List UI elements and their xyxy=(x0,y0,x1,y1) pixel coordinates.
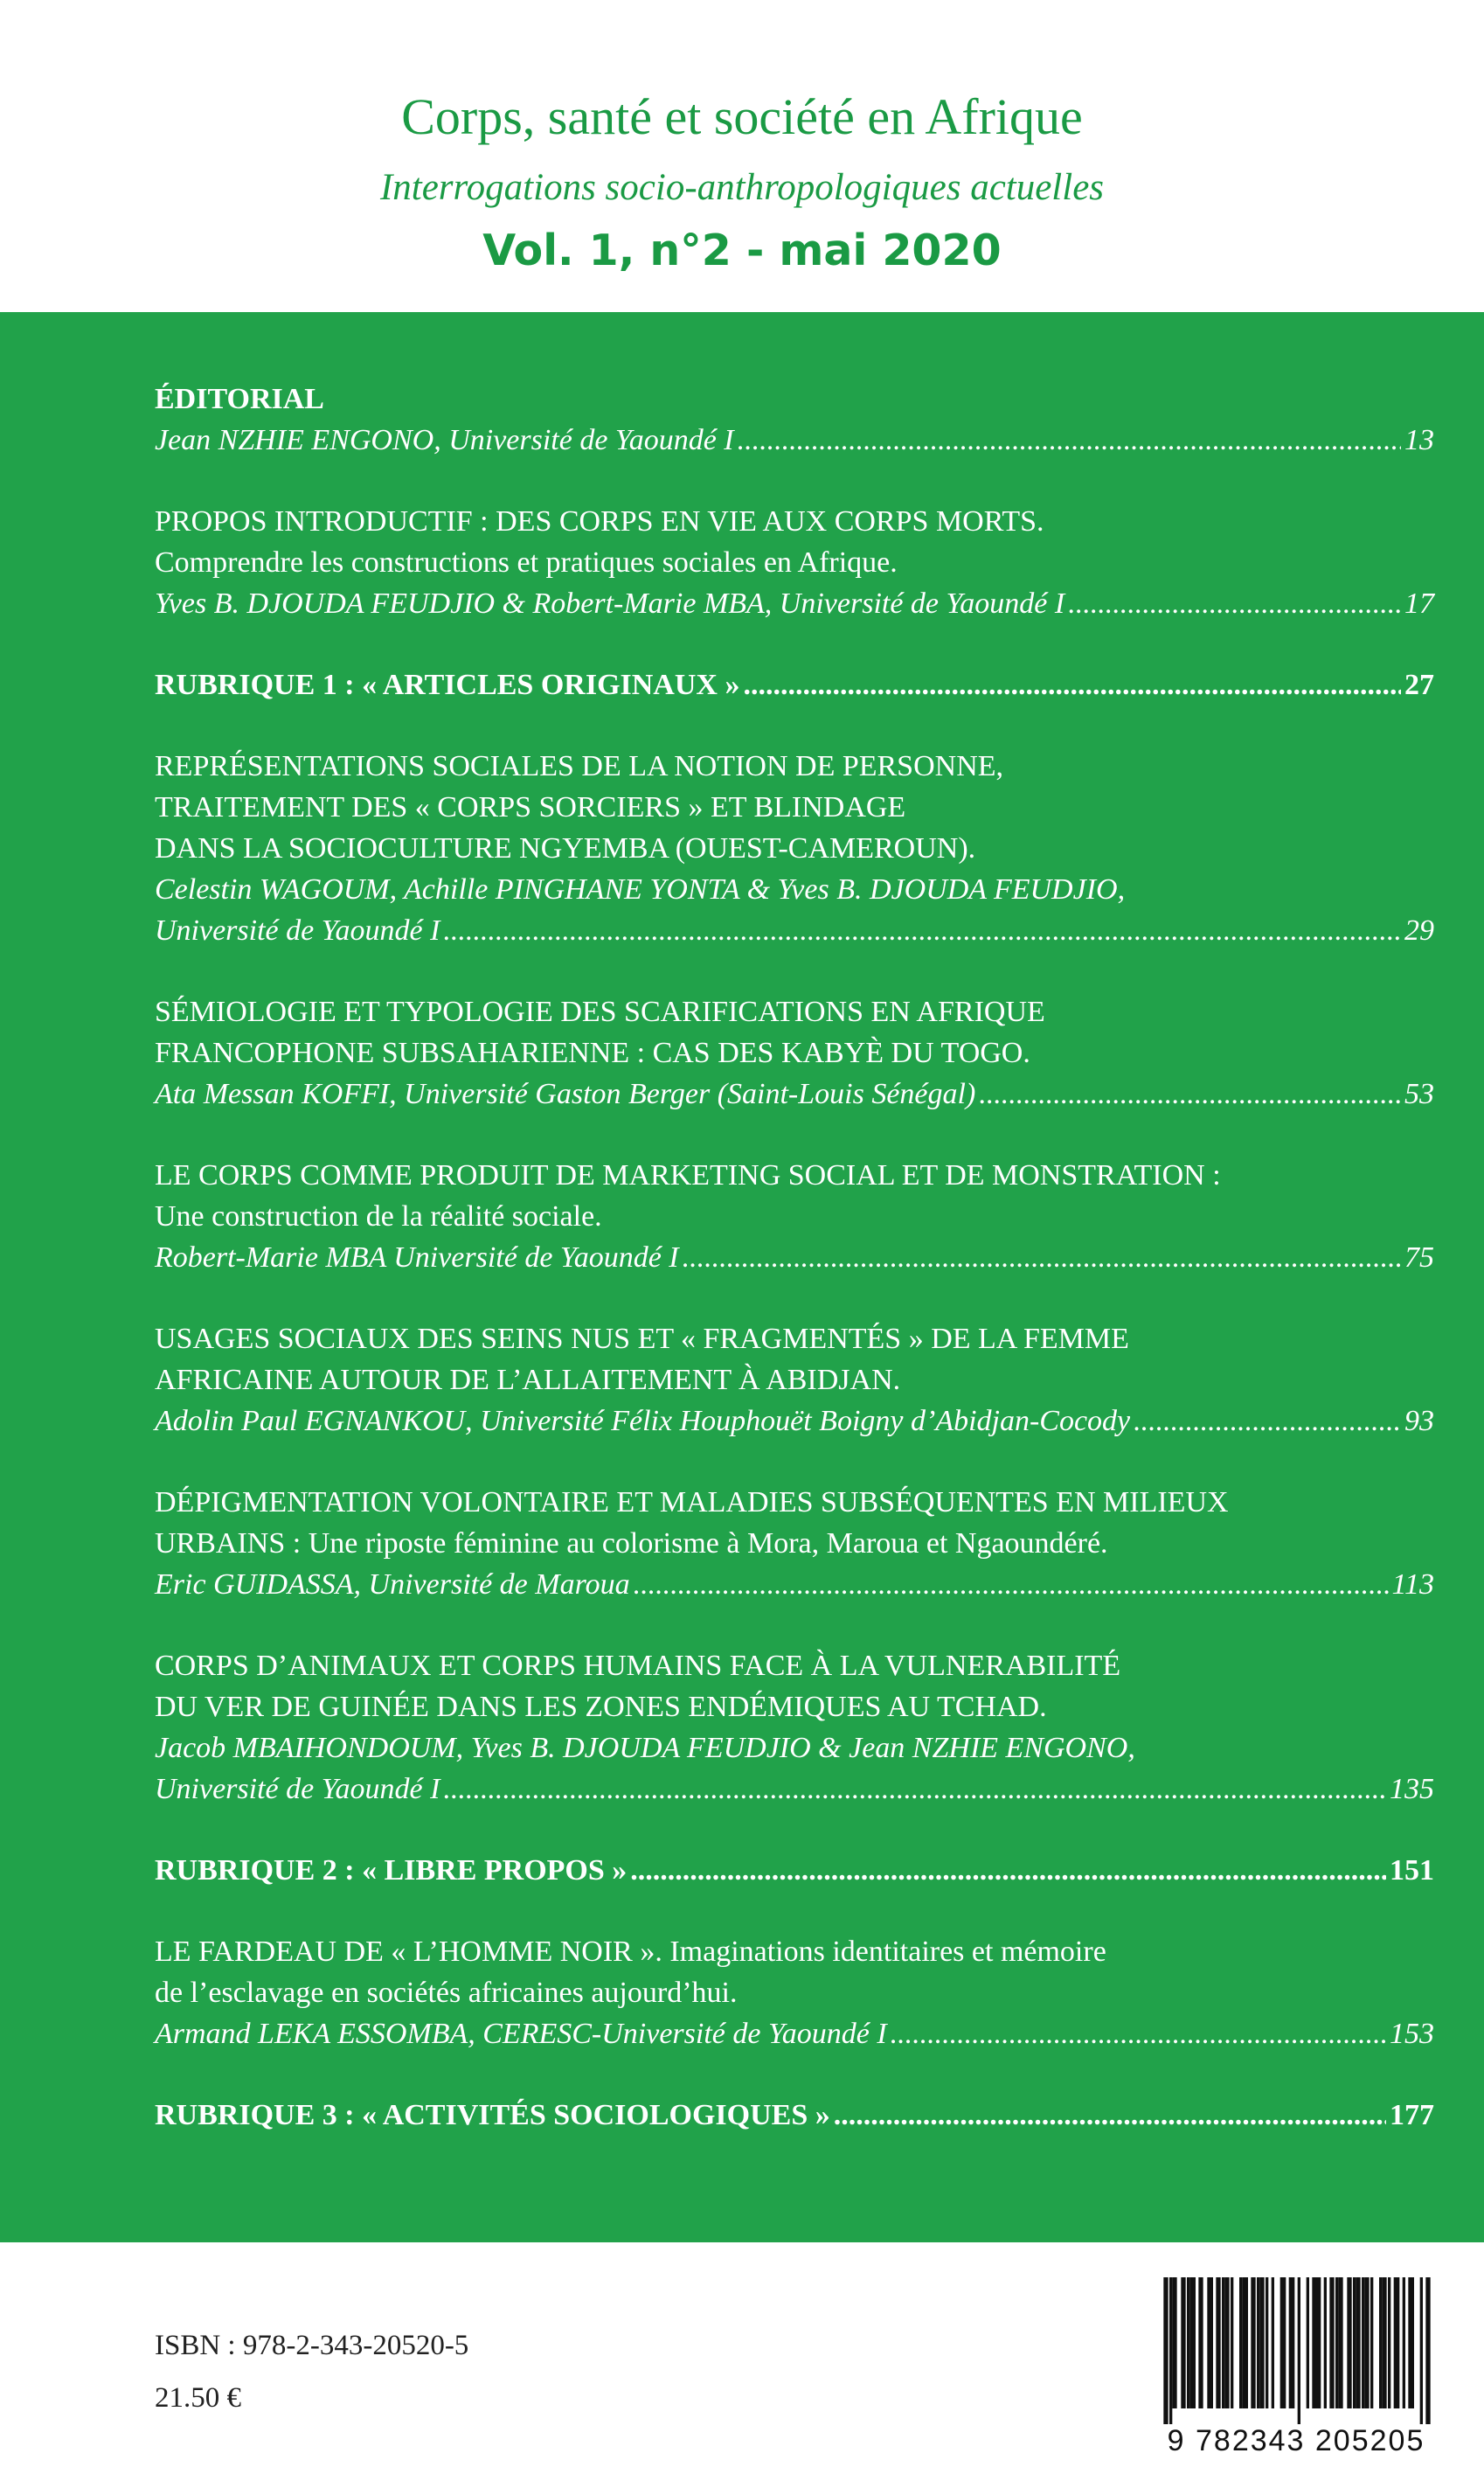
barcode-bar xyxy=(1266,2277,1268,2408)
barcode-bar xyxy=(1283,2277,1286,2408)
barcode-bar xyxy=(1318,2277,1321,2408)
entry-title-line: DANS LA SOCIOCULTURE NGYEMBA (OUEST-CAMEROUN). xyxy=(155,832,976,865)
barcode-bar xyxy=(1251,2277,1255,2408)
entry-affiliation: Université de Yaoundé I xyxy=(155,914,440,947)
leader-dots xyxy=(1068,583,1401,624)
entry-title-line: USAGES SOCIAUX DES SEINS NUS ET « FRAGMENTÉS » DE LA FEMME xyxy=(155,1323,1129,1355)
page-number: 13 xyxy=(1404,424,1434,456)
barcode-bar xyxy=(1193,2277,1196,2408)
leader-dots xyxy=(683,1237,1401,1278)
leader-dots xyxy=(834,2095,1386,2136)
barcode-bar xyxy=(1280,2277,1283,2408)
toc-entry-line xyxy=(155,1074,1434,1115)
toc-rubrique-1 xyxy=(155,664,1434,705)
barcode-bar xyxy=(1353,2277,1356,2408)
barcode-bar xyxy=(1362,2277,1364,2408)
entry-title-line: DÉPIGMENTATION VOLONTAIRE ET MALADIES SUBSÉQUENTES EN MILIEUX xyxy=(155,1486,1229,1518)
barcode-bar xyxy=(1169,2277,1172,2424)
entry-title-line xyxy=(155,1931,1434,1972)
barcode-bar xyxy=(1347,2277,1351,2408)
toc-entry-line xyxy=(155,1564,1434,1605)
rubrique-label: RUBRIQUE 1 : « ARTICLES ORIGINAUX » xyxy=(155,669,740,701)
barcode-bar xyxy=(1364,2277,1369,2408)
barcode-bar xyxy=(1370,2277,1373,2408)
barcode-bar xyxy=(1298,2277,1300,2424)
entry-author: Yves B. DJOUDA FEUDJIO & Robert-Marie MBA, Université de Yaoundé I xyxy=(155,587,1065,620)
barcode-bar xyxy=(1411,2277,1414,2408)
entry-authors: Celestin WAGOUM, Achille PINGHANE YONTA & Yves B. DJOUDA FEUDJIO, xyxy=(155,873,1126,906)
barcode-bar xyxy=(1163,2277,1168,2424)
barcode-bar xyxy=(1394,2277,1397,2408)
barcode-bar xyxy=(1388,2277,1390,2408)
entry-author: Adolin Paul EGNANKOU, Université Félix Houphouët Boigny d’Abidjan-Cocody xyxy=(155,1405,1131,1437)
page-number: 93 xyxy=(1404,1405,1434,1437)
toc-rubrique-3 xyxy=(155,2095,1434,2136)
entry-author: Robert-Marie MBA Université de Yaoundé I xyxy=(155,1241,679,1274)
entry-title-line: REPRÉSENTATIONS SOCIALES DE LA NOTION DE PERSONNE, xyxy=(155,750,1004,782)
entry-title-line: LE CORPS COMME PRODUIT DE MARKETING SOCIAL ET DE MONSTRATION : xyxy=(155,1159,1221,1192)
entry-subtitle: Une construction de la réalité sociale. xyxy=(155,1200,602,1233)
page-number: 135 xyxy=(1390,1773,1434,1805)
header xyxy=(0,0,1484,312)
barcode-bar xyxy=(1382,2277,1386,2408)
entry-title-line: TRAITEMENT DES « CORPS SORCIERS » ET BLINDAGE xyxy=(155,791,906,824)
page-number: 27 xyxy=(1404,669,1434,701)
toc-entry-line xyxy=(155,910,1434,951)
entry-title-line: AFRICAINE AUTOUR DE L’ALLAITEMENT À ABIDJAN. xyxy=(155,1364,901,1396)
barcode-bar xyxy=(1198,2277,1203,2408)
toc-entry-line xyxy=(155,1237,1434,1278)
barcode-bar xyxy=(1259,2277,1264,2408)
entry-subtitle: Imaginations identitaires et mémoire xyxy=(669,1935,1106,1968)
barcode-bar xyxy=(1239,2277,1242,2408)
barcode-bar xyxy=(1338,2277,1342,2408)
entry-authors: Jacob MBAIHONDOUM, Yves B. DJOUDA FEUDJIO & Jean NZHIE ENGONO, xyxy=(155,1732,1135,1764)
barcode xyxy=(1152,2277,1440,2465)
entry-subtitle: Comprendre les constructions et pratiques sociales en Afrique. xyxy=(155,546,898,579)
barcode-number: 9 782343 205205 xyxy=(1167,2424,1425,2457)
barcode-bar xyxy=(1356,2277,1360,2408)
toc-intro xyxy=(155,501,1434,624)
leader-dots xyxy=(1134,1400,1401,1442)
editorial-author: Jean NZHIE ENGONO, Université de Yaoundé I xyxy=(155,424,734,456)
toc-article-6 xyxy=(155,1645,1434,1810)
barcode-bar xyxy=(1216,2277,1220,2408)
barcode-bar xyxy=(1329,2277,1334,2408)
leader-dots xyxy=(630,1850,1386,1891)
journal-title: Corps, santé et société en Afrique xyxy=(401,88,1083,145)
toc-entry-line xyxy=(155,583,1434,624)
leader-dots xyxy=(743,664,1401,705)
footer xyxy=(0,2242,1484,2481)
toc-article-2 xyxy=(155,991,1434,1115)
entry-title-part: URBAINS : xyxy=(155,1527,309,1560)
entry-title-line: CORPS D’ANIMAUX ET CORPS HUMAINS FACE À LA VULNERABILITÉ xyxy=(155,1650,1121,1682)
toc-entry-line xyxy=(155,2095,1434,2136)
entry-title-line: FRANCOPHONE SUBSAHARIENNE : CAS DES KABYÈ DU TOGO. xyxy=(155,1037,1030,1069)
page-number: 75 xyxy=(1404,1241,1434,1274)
page-number: 151 xyxy=(1390,1854,1434,1887)
page-number: 177 xyxy=(1390,2099,1434,2131)
leader-dots xyxy=(443,910,1401,951)
barcode-bar xyxy=(1222,2277,1224,2408)
page-number: 113 xyxy=(1391,1568,1434,1601)
barcode-bar xyxy=(1420,2277,1423,2424)
journal-subtitle: Interrogations socio-anthropologiques actuelles xyxy=(379,167,1105,208)
barcode-bar xyxy=(1307,2277,1309,2408)
table-of-contents xyxy=(155,379,1434,2176)
leader-dots xyxy=(443,1769,1386,1810)
barcode-bar xyxy=(1187,2277,1189,2408)
barcode-bar xyxy=(1181,2277,1185,2408)
toc-entry-line xyxy=(155,1769,1434,1810)
price-label: 21.50 € xyxy=(155,2382,241,2414)
entry-subtitle: de l’esclavage en sociétés africaines aujourd’hui. xyxy=(155,1977,738,2009)
toc-entry-line xyxy=(155,2013,1434,2054)
toc-entry-line xyxy=(155,1850,1434,1891)
entry-author: Armand LEKA ESSOMBA, CERESC-Université de Yaoundé I xyxy=(155,2018,887,2050)
toc-article-5 xyxy=(155,1482,1434,1605)
toc-entry-line xyxy=(155,664,1434,705)
barcode-bar xyxy=(1425,2277,1430,2424)
toc-rubrique-2 xyxy=(155,1850,1434,1891)
page-number: 17 xyxy=(1404,587,1434,620)
toc-entry-line xyxy=(155,420,1434,461)
barcode-bar xyxy=(1289,2277,1292,2408)
entry-affiliation: Université de Yaoundé I xyxy=(155,1773,440,1805)
entry-author: Ata Messan KOFFI, Université Gaston Berger (Saint-Louis Sénégal) xyxy=(155,1078,976,1110)
leader-dots xyxy=(738,420,1401,461)
barcode-bar xyxy=(1257,2277,1259,2408)
barcode-bar xyxy=(1335,2277,1338,2408)
barcode-graphic xyxy=(1152,2277,1440,2424)
entry-author: Eric GUIDASSA, Université de Maroua xyxy=(155,1568,630,1601)
leader-dots xyxy=(979,1074,1401,1115)
barcode-bar xyxy=(1272,2277,1274,2408)
entry-title-line: SÉMIOLOGIE ET TYPOLOGIE DES SCARIFICATIONS EN AFRIQUE xyxy=(155,996,1045,1028)
toc-article-7 xyxy=(155,1931,1434,2054)
toc-article-4 xyxy=(155,1318,1434,1442)
barcode-bar xyxy=(1210,2277,1213,2408)
page-number: 29 xyxy=(1404,914,1434,947)
toc-article-3 xyxy=(155,1155,1434,1278)
barcode-bar xyxy=(1315,2277,1318,2408)
page-number: 153 xyxy=(1390,2018,1434,2050)
rubrique-label: RUBRIQUE 2 : « LIBRE PROPOS » xyxy=(155,1854,628,1887)
leader-dots xyxy=(891,2013,1386,2054)
volume-label: Vol. 1, n°2 - mai 2020 xyxy=(482,226,1002,275)
toc-editorial xyxy=(155,379,1434,461)
table-of-contents-panel xyxy=(0,312,1484,2242)
barcode-bar xyxy=(1172,2277,1176,2408)
leader-dots xyxy=(634,1564,1389,1605)
barcode-bar xyxy=(1379,2277,1382,2408)
barcode-bar xyxy=(1397,2277,1399,2408)
barcode-bar xyxy=(1403,2277,1405,2408)
barcode-bar xyxy=(1292,2277,1294,2408)
entry-subtitle: Une riposte féminine au colorisme à Mora, Maroua et Ngaoundéré. xyxy=(308,1527,1108,1560)
toc-entry-line xyxy=(155,1400,1434,1442)
editorial-heading: ÉDITORIAL xyxy=(155,383,324,415)
page-number: 53 xyxy=(1404,1078,1434,1110)
barcode-bar xyxy=(1224,2277,1229,2408)
barcode-bar xyxy=(1324,2277,1327,2408)
entry-title-part: LE FARDEAU DE « L’HOMME NOIR ». xyxy=(155,1935,670,1968)
barcode-bars xyxy=(1152,2277,1440,2424)
entry-title-line: DU VER DE GUINÉE DANS LES ZONES ENDÉMIQUES AU TCHAD. xyxy=(155,1691,1047,1723)
toc-article-1 xyxy=(155,746,1434,951)
isbn-label: ISBN : 978-2-343-20520-5 xyxy=(155,2330,469,2361)
barcode-bar xyxy=(1231,2277,1233,2408)
barcode-bar xyxy=(1245,2277,1248,2408)
rubrique-label: RUBRIQUE 3 : « ACTIVITÉS SOCIOLOGIQUES » xyxy=(155,2099,830,2131)
entry-title: PROPOS INTRODUCTIF : DES CORPS EN VIE AUX CORPS MORTS. xyxy=(155,505,1044,538)
entry-title-line xyxy=(155,1523,1434,1564)
